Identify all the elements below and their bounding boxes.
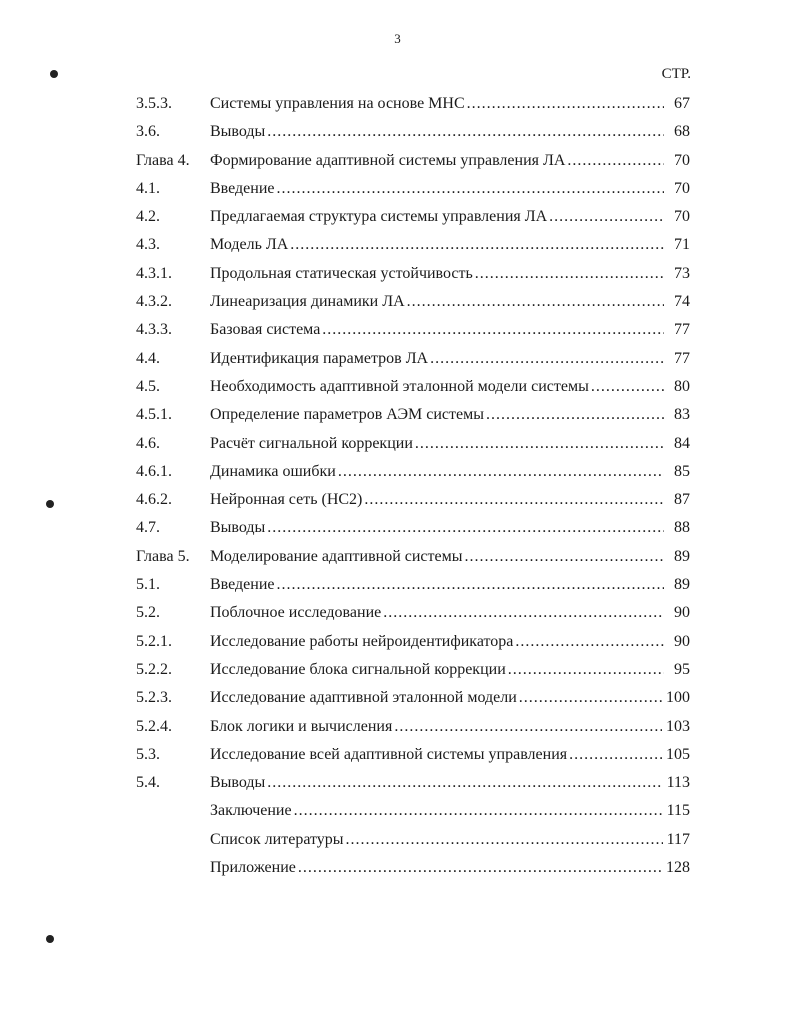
toc-row bbox=[136, 175, 690, 203]
dot-leader bbox=[475, 260, 664, 288]
dot-leader bbox=[322, 316, 664, 344]
toc-page: 77 bbox=[674, 321, 690, 339]
toc-number: 3.5.3. bbox=[136, 95, 172, 112]
punch-hole-bottom bbox=[46, 935, 54, 943]
toc-page: 71 bbox=[674, 236, 690, 254]
toc-number: 4.3.2. bbox=[136, 293, 172, 311]
dot-leader bbox=[467, 90, 664, 118]
toc-title: Системы управления на основе МНС bbox=[210, 95, 465, 112]
toc-row bbox=[136, 288, 690, 316]
toc-page: 115 bbox=[666, 802, 690, 820]
toc-number: 4.2. bbox=[136, 208, 160, 226]
toc-number: Глава 4. bbox=[136, 151, 190, 169]
toc-title: Линеаризация динамики ЛА bbox=[210, 293, 405, 311]
toc-entry bbox=[210, 203, 690, 231]
dot-leader bbox=[549, 203, 664, 231]
toc-row bbox=[136, 514, 690, 542]
toc-row bbox=[136, 486, 690, 514]
toc-entry bbox=[210, 118, 690, 146]
toc-number: 5.2.4. bbox=[136, 717, 172, 735]
toc-row bbox=[136, 599, 690, 627]
toc-number: 5.1. bbox=[136, 576, 160, 594]
toc-page: 83 bbox=[674, 406, 690, 424]
toc-row bbox=[136, 90, 690, 118]
toc-page: 80 bbox=[674, 377, 690, 395]
toc-title: Введение bbox=[210, 179, 275, 197]
punch-hole-top bbox=[50, 70, 58, 78]
toc-row bbox=[136, 147, 690, 175]
toc-page: 77 bbox=[674, 349, 690, 367]
toc-title: Выводы bbox=[210, 519, 266, 537]
toc-number: 5.2.1. bbox=[136, 632, 172, 650]
toc-row bbox=[136, 769, 690, 797]
toc-entry bbox=[210, 797, 690, 825]
toc-title: Выводы bbox=[210, 774, 266, 792]
dot-leader bbox=[515, 628, 664, 656]
toc-title: Список литературы bbox=[210, 830, 344, 848]
toc-row bbox=[136, 628, 690, 656]
dot-leader bbox=[407, 288, 664, 316]
toc-number: 4.6.1. bbox=[136, 462, 172, 480]
toc-page: 89 bbox=[674, 547, 690, 565]
toc-entry bbox=[210, 486, 690, 514]
toc-page: 85 bbox=[674, 462, 690, 480]
toc-row bbox=[136, 430, 690, 458]
toc-row bbox=[136, 741, 690, 769]
toc-title: Поблочное исследование bbox=[210, 604, 382, 622]
toc-title: Базовая система bbox=[210, 321, 321, 339]
toc-title: Предлагаемая структура системы управления ЛА bbox=[210, 208, 548, 226]
toc-page: 87 bbox=[674, 491, 690, 509]
dot-leader bbox=[415, 430, 664, 458]
toc-title: Исследование всей адаптивной системы управления bbox=[210, 745, 568, 763]
dot-leader bbox=[294, 797, 663, 825]
dot-leader bbox=[394, 713, 662, 741]
toc-entry bbox=[210, 373, 690, 401]
toc-entry bbox=[210, 514, 690, 542]
dot-leader bbox=[486, 401, 664, 429]
dot-leader bbox=[508, 656, 664, 684]
toc-entry bbox=[210, 401, 690, 429]
dot-leader bbox=[346, 826, 663, 854]
toc-title: Исследование адаптивной эталонной модели bbox=[210, 689, 517, 707]
page-number: 3 bbox=[394, 31, 401, 46]
toc-title: Заключение bbox=[210, 802, 292, 820]
dot-leader bbox=[519, 684, 662, 712]
dot-leader bbox=[338, 458, 664, 486]
toc-page: 88 bbox=[674, 519, 690, 537]
dot-leader bbox=[465, 543, 665, 571]
toc-title: Идентификация параметров ЛА bbox=[210, 349, 429, 367]
toc-entry bbox=[210, 543, 690, 571]
toc-row bbox=[136, 118, 690, 146]
toc-page: 70 bbox=[674, 151, 690, 169]
dot-leader bbox=[277, 175, 665, 203]
toc-row bbox=[136, 543, 690, 571]
toc-page: 103 bbox=[666, 717, 690, 735]
toc-number: 5.2.2. bbox=[136, 660, 172, 678]
dot-leader bbox=[383, 599, 664, 627]
toc-number: 4.6.2. bbox=[136, 491, 172, 509]
toc-entry bbox=[210, 684, 690, 712]
toc-title: Выводы bbox=[210, 123, 266, 141]
toc-page: 90 bbox=[674, 604, 690, 622]
dot-leader bbox=[298, 854, 662, 882]
punch-hole-middle bbox=[46, 500, 54, 508]
dot-leader bbox=[277, 571, 665, 599]
toc-title: Введение bbox=[210, 576, 275, 594]
toc-row bbox=[136, 401, 690, 429]
toc-title: Необходимость адаптивной эталонной модели системы bbox=[210, 377, 589, 395]
toc-number: 4.3.1. bbox=[136, 264, 172, 282]
dot-leader bbox=[567, 147, 664, 175]
toc-number: 5.2.3. bbox=[136, 689, 172, 707]
toc-entry bbox=[210, 854, 690, 882]
toc-entry bbox=[210, 741, 690, 769]
toc-entry bbox=[210, 656, 690, 684]
toc-entry bbox=[210, 769, 690, 797]
dot-leader bbox=[267, 769, 662, 797]
toc-title: Продольная статическая устойчивость bbox=[210, 264, 473, 282]
toc-page: 73 bbox=[674, 264, 690, 282]
toc-entry bbox=[210, 826, 690, 854]
toc-title: Моделирование адаптивной системы bbox=[210, 547, 463, 565]
toc-page: 67 bbox=[674, 95, 690, 112]
toc-title: Блок логики и вычисления bbox=[210, 717, 393, 735]
toc-number: 4.5. bbox=[136, 377, 160, 395]
toc-entry bbox=[210, 288, 690, 316]
page-column-label: СТР. bbox=[661, 66, 691, 82]
toc-number: 4.5.1. bbox=[136, 406, 172, 424]
dot-leader bbox=[267, 118, 664, 146]
toc-number: 4.3.3. bbox=[136, 321, 172, 339]
toc-row bbox=[136, 231, 690, 259]
toc-entry bbox=[210, 175, 690, 203]
toc-title: Нейронная сеть (НС2) bbox=[210, 491, 363, 509]
toc-title: Динамика ошибки bbox=[210, 462, 336, 480]
toc-title: Определение параметров АЭМ системы bbox=[210, 406, 484, 424]
toc-page: 90 bbox=[674, 632, 690, 650]
dot-leader bbox=[290, 231, 664, 259]
toc-number: 3.6. bbox=[136, 123, 160, 141]
dot-leader bbox=[430, 345, 664, 373]
toc-row bbox=[136, 260, 690, 288]
toc-number: 4.7. bbox=[136, 519, 160, 537]
toc-page: 117 bbox=[666, 830, 690, 848]
toc-row bbox=[136, 656, 690, 684]
toc-number: 4.4. bbox=[136, 349, 160, 367]
toc-row bbox=[136, 797, 690, 825]
dot-leader bbox=[364, 486, 664, 514]
toc-row bbox=[136, 684, 690, 712]
toc-number: 5.2. bbox=[136, 604, 160, 622]
toc-number: 4.3. bbox=[136, 236, 160, 254]
toc-row bbox=[136, 316, 690, 344]
toc-page: 74 bbox=[674, 293, 690, 311]
table-of-contents bbox=[136, 90, 690, 882]
toc-page: 95 bbox=[674, 660, 690, 678]
toc-page: 100 bbox=[666, 689, 690, 707]
toc-entry bbox=[210, 90, 690, 118]
toc-number: 4.1. bbox=[136, 179, 160, 197]
toc-entry bbox=[210, 231, 690, 259]
toc-entry bbox=[210, 713, 690, 741]
toc-entry bbox=[210, 345, 690, 373]
toc-title: Исследование блока сигнальной коррекции bbox=[210, 660, 506, 678]
toc-row bbox=[136, 458, 690, 486]
toc-row bbox=[136, 373, 690, 401]
dot-leader bbox=[569, 741, 662, 769]
toc-title: Исследование работы нейроидентификатора bbox=[210, 632, 514, 650]
toc-page: 113 bbox=[666, 774, 690, 792]
toc-title: Модель ЛА bbox=[210, 236, 289, 254]
dot-leader bbox=[267, 514, 664, 542]
toc-page: 84 bbox=[674, 434, 690, 452]
toc-entry bbox=[210, 628, 690, 656]
toc-number: 5.4. bbox=[136, 774, 160, 792]
toc-entry bbox=[210, 316, 690, 344]
toc-entry bbox=[210, 571, 690, 599]
toc-row bbox=[136, 203, 690, 231]
toc-number: 5.3. bbox=[136, 745, 160, 763]
toc-page: 70 bbox=[674, 179, 690, 197]
toc-entry bbox=[210, 458, 690, 486]
toc-row bbox=[136, 854, 690, 882]
toc-page: 68 bbox=[674, 123, 690, 141]
toc-row bbox=[136, 826, 690, 854]
dot-leader bbox=[591, 373, 664, 401]
toc-title: Расчёт сигнальной коррекции bbox=[210, 434, 413, 452]
toc-entry bbox=[210, 260, 690, 288]
toc-row bbox=[136, 345, 690, 373]
toc-entry bbox=[210, 430, 690, 458]
toc-number: Глава 5. bbox=[136, 547, 190, 565]
toc-number: 4.6. bbox=[136, 434, 160, 452]
toc-title: Приложение bbox=[210, 859, 296, 877]
toc-title: Формирование адаптивной системы управления ЛА bbox=[210, 151, 566, 169]
toc-entry bbox=[210, 599, 690, 627]
toc-row bbox=[136, 713, 690, 741]
toc-page: 89 bbox=[674, 576, 690, 594]
toc-page: 70 bbox=[674, 208, 690, 226]
toc-entry bbox=[210, 147, 690, 175]
toc-page: 128 bbox=[666, 859, 690, 877]
toc-page: 105 bbox=[666, 745, 690, 763]
toc-row bbox=[136, 571, 690, 599]
